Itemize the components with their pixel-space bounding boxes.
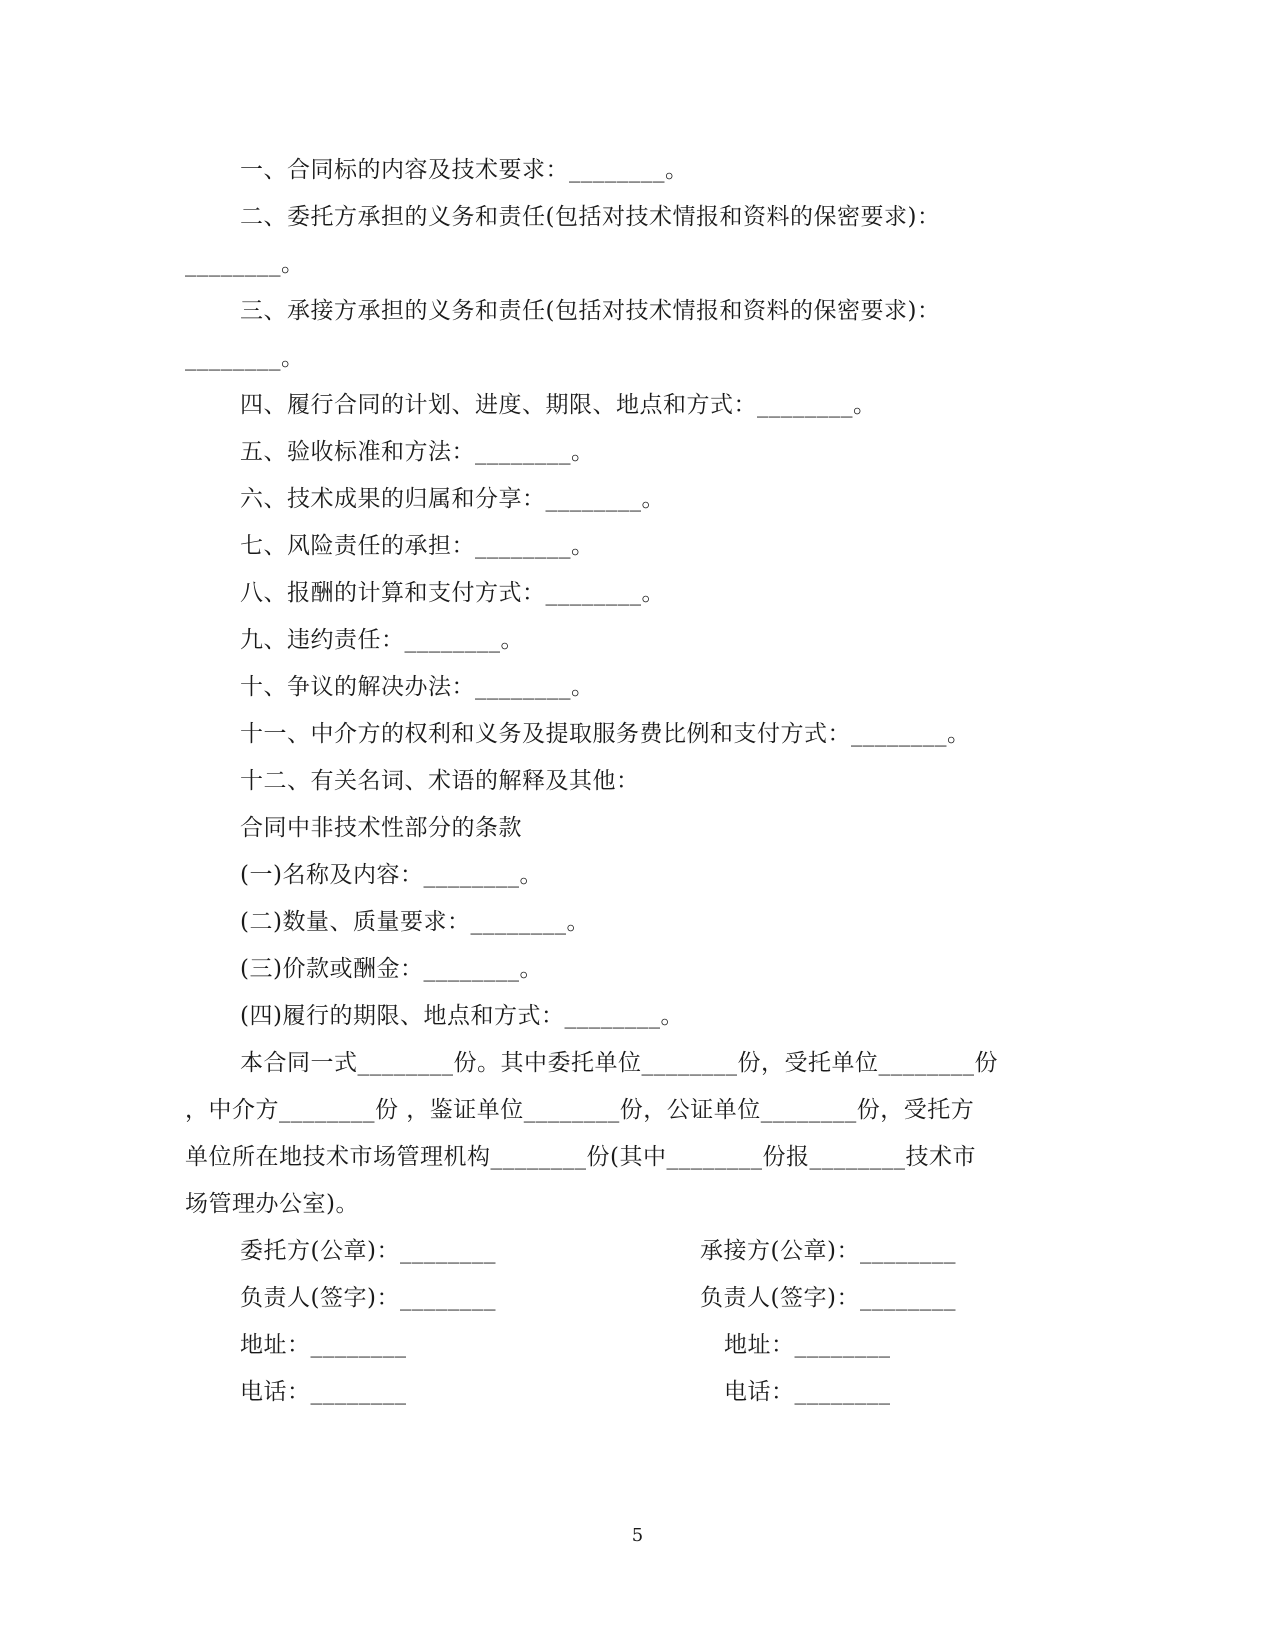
clause-2: 二、委托方承担的义务和责任(包括对技术情报和资料的保密要求)： xyxy=(240,204,941,230)
contractor-person-in-charge: 负责人(签字)：________ xyxy=(700,1285,956,1311)
client-seal: 委托方(公章)：________ xyxy=(240,1238,496,1264)
clause-3: 三、承接方承担的义务和责任(包括对技术情报和资料的保密要求)： xyxy=(240,298,941,324)
copies-line-2: ，中介方________份 ，鉴证单位________份，公证单位________份，受托方 xyxy=(185,1097,975,1123)
non-technical-item-1: (一)名称及内容：________。 xyxy=(240,862,543,888)
contractor-phone: 电话：________ xyxy=(724,1379,891,1405)
clause-12: 十二、有关名词、术语的解释及其他： xyxy=(240,768,640,794)
contractor-address: 地址：________ xyxy=(724,1332,891,1358)
copies-line-1: 本合同一式________份。其中委托单位________份，受托单位________份 xyxy=(240,1050,998,1076)
clause-5: 五、验收标准和方法：________。 xyxy=(240,439,595,465)
non-technical-item-2: (二)数量、质量要求：________。 xyxy=(240,909,590,935)
contractor-seal: 承接方(公章)：________ xyxy=(700,1238,956,1264)
clause-8: 八、报酬的计算和支付方式：________。 xyxy=(240,580,665,606)
client-phone: 电话：________ xyxy=(240,1379,407,1405)
clause-1: 一、合同标的内容及技术要求：________。 xyxy=(240,157,689,183)
client-address: 地址：________ xyxy=(240,1332,407,1358)
non-technical-item-4: (四)履行的期限、地点和方式：________。 xyxy=(240,1003,684,1029)
clause-3-continuation: ________。 xyxy=(185,345,305,371)
clause-4: 四、履行合同的计划、进度、期限、地点和方式：________。 xyxy=(240,392,877,418)
clause-10: 十、争议的解决办法：________。 xyxy=(240,674,595,700)
non-technical-item-3: (三)价款或酬金：________。 xyxy=(240,956,543,982)
clause-7: 七、风险责任的承担：________。 xyxy=(240,533,595,559)
clause-11: 十一、中介方的权利和义务及提取服务费比例和支付方式：________。 xyxy=(240,721,971,747)
clause-2-continuation: ________。 xyxy=(185,251,305,277)
clause-6: 六、技术成果的归属和分享：________。 xyxy=(240,486,665,512)
page-number: 5 xyxy=(631,1525,644,1546)
non-technical-heading: 合同中非技术性部分的条款 xyxy=(240,815,522,841)
client-person-in-charge: 负责人(签字)：________ xyxy=(240,1285,496,1311)
clause-9: 九、违约责任：________。 xyxy=(240,627,524,653)
copies-line-4: 场管理办公室)。 xyxy=(185,1191,359,1217)
copies-line-3: 单位所在地技术市场管理机构________份(其中________份报________技术市 xyxy=(185,1144,976,1170)
